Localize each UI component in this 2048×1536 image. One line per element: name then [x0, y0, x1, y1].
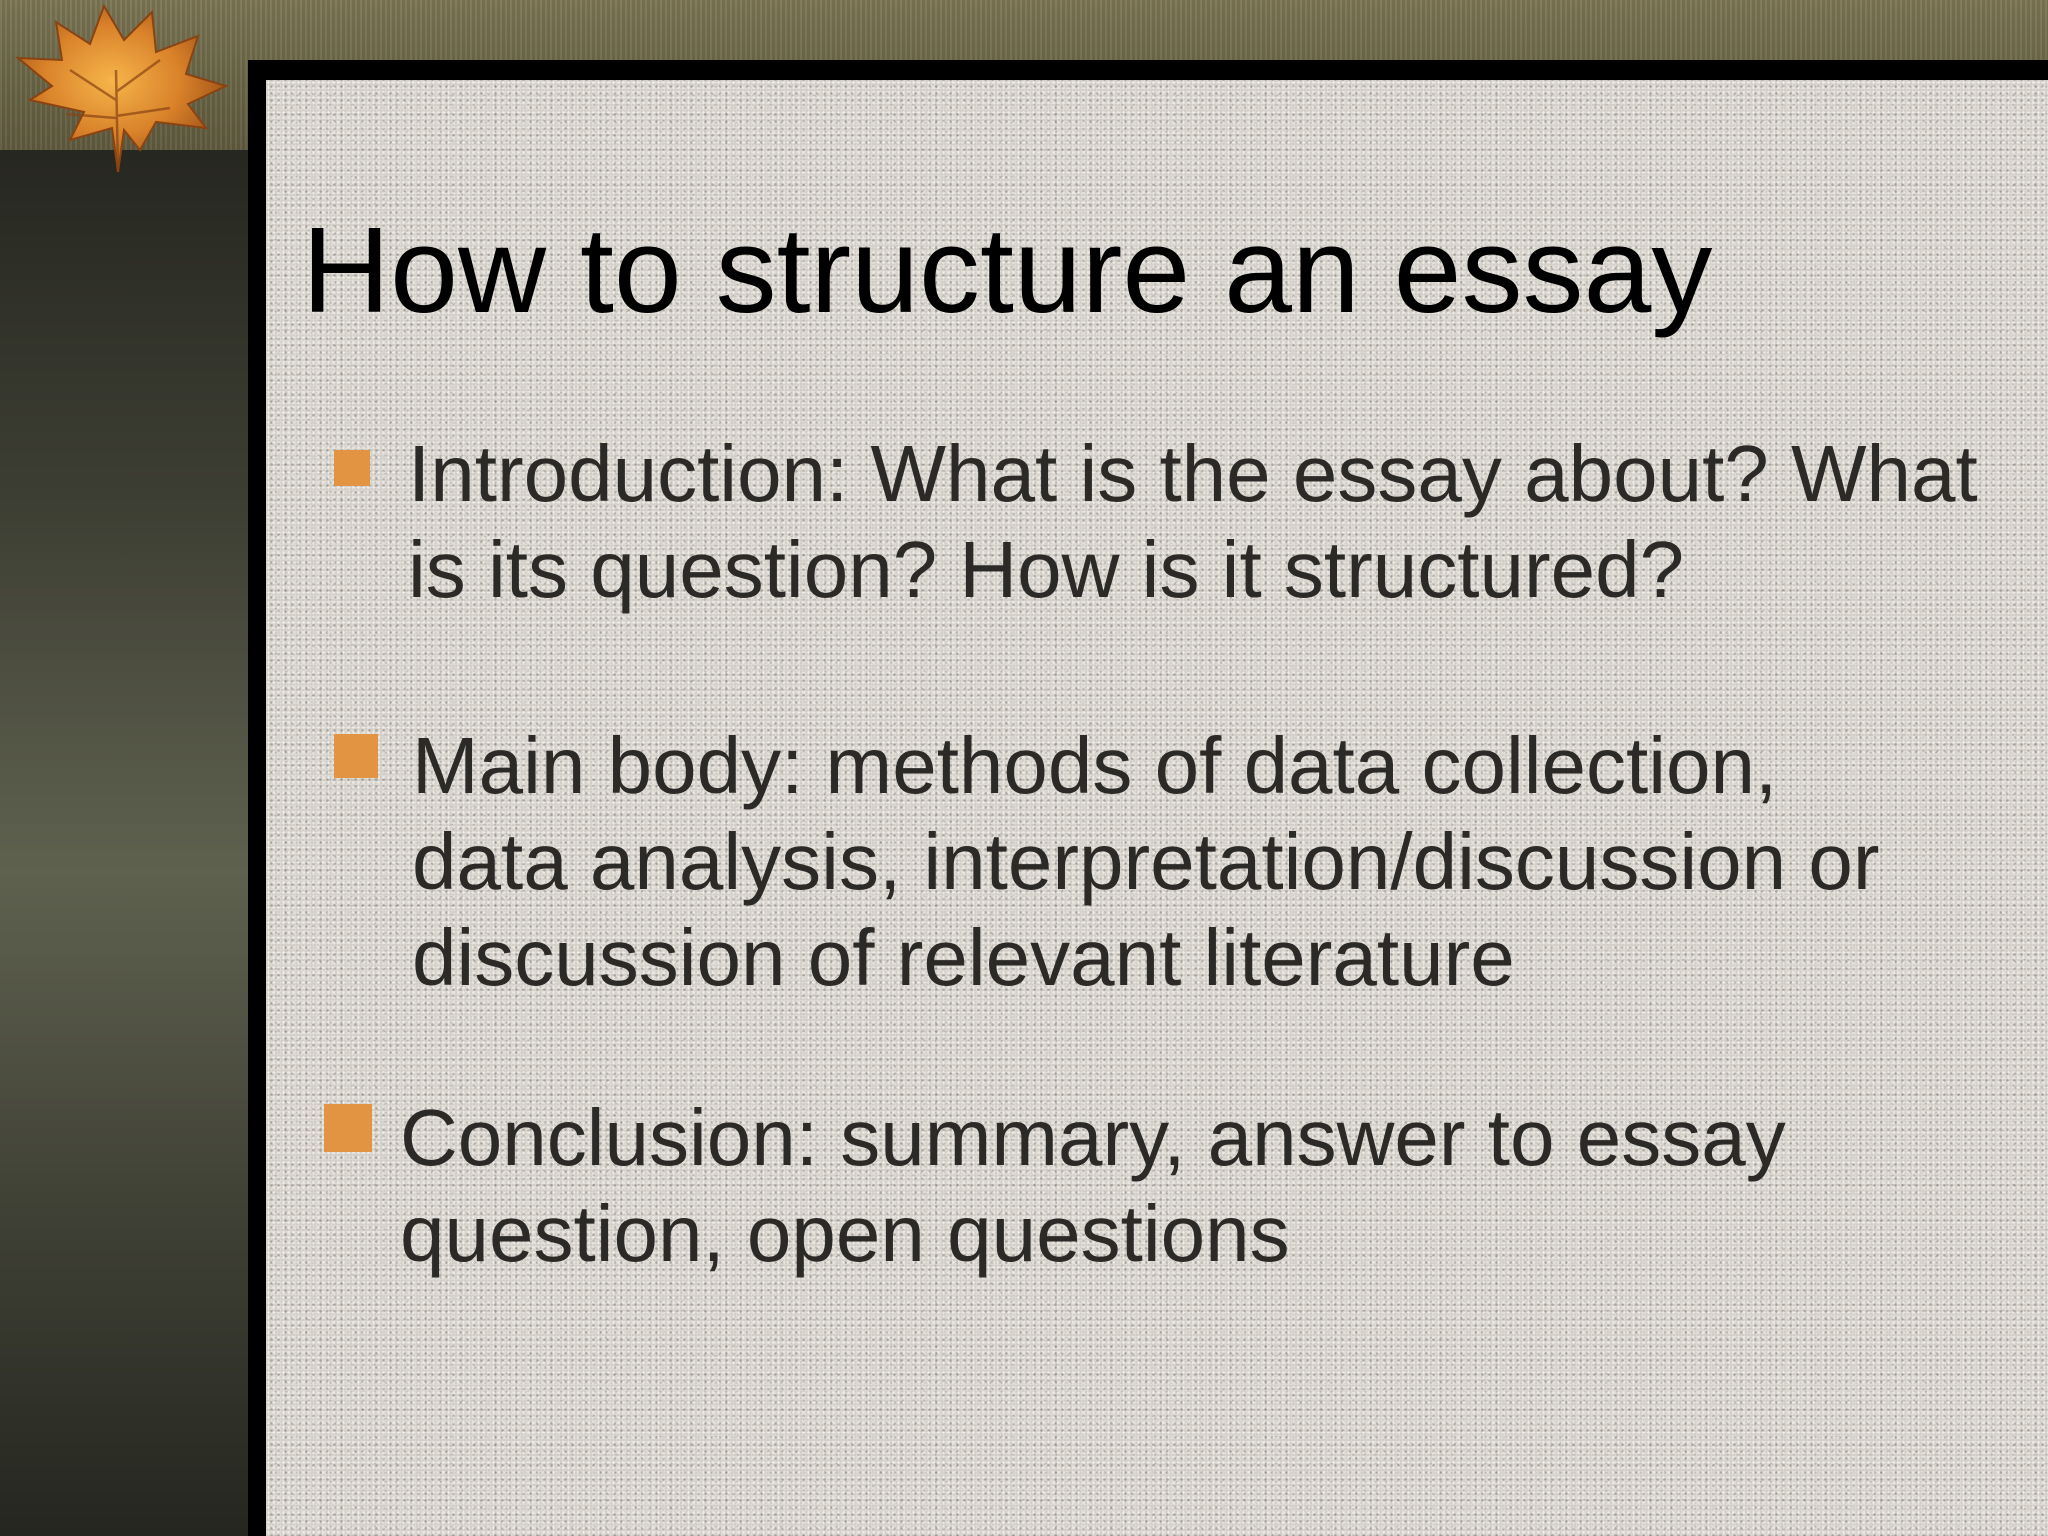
square-bullet-icon [334, 734, 378, 778]
square-bullet-icon [324, 1104, 372, 1152]
left-decorative-column [0, 150, 250, 1536]
bullet-text: Conclusion: summary, answer to essay question, open questions [400, 1093, 1786, 1278]
bullet-item-conclusion [324, 1090, 1786, 1282]
autumn-leaf-icon [0, 0, 240, 185]
square-bullet-icon [334, 450, 370, 486]
bullet-item-introduction [334, 426, 1978, 618]
bullet-text: Introduction: What is the essay about? What is its question? How is it structured? [408, 429, 1978, 614]
bullet-item-main-body [334, 718, 1879, 1006]
slide-title: How to structure an essay [302, 202, 1713, 338]
bullet-text: Main body: methods of data collection, data analysis, interpretation/discussion or discussion of relevant literature [412, 721, 1880, 1002]
